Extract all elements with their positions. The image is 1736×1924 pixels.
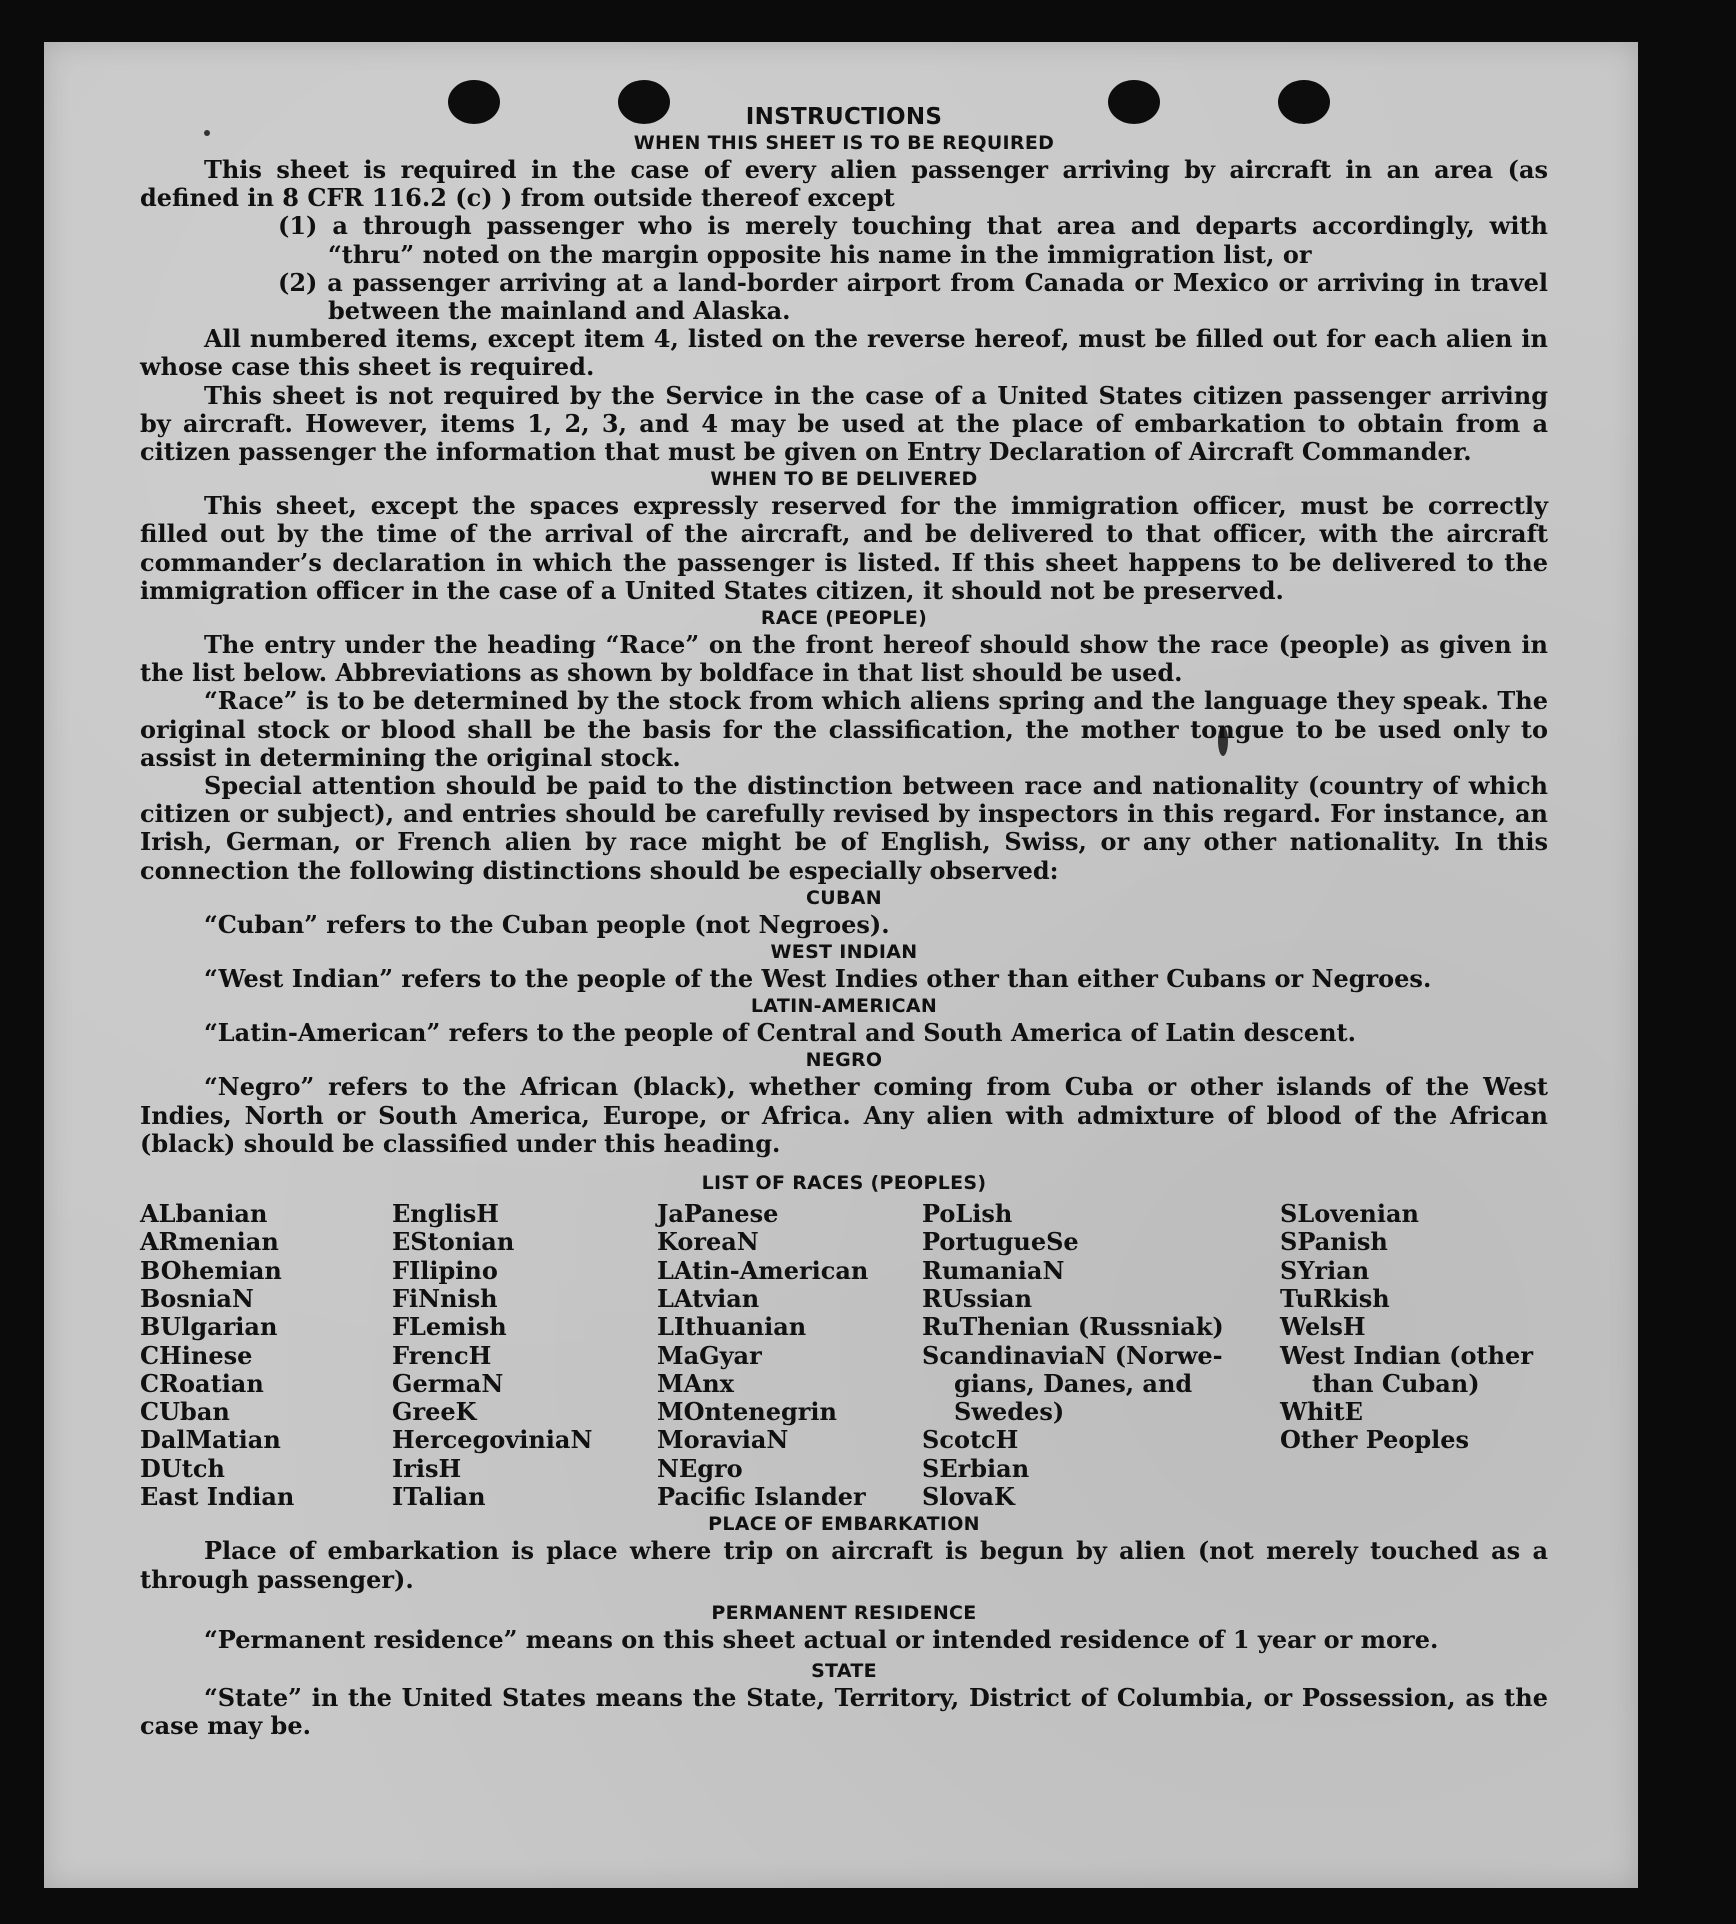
race-column-3 (657, 1200, 922, 1511)
race-item: CRoatian (140, 1368, 264, 1398)
race-item: ScandinaviaN (Norwe- (922, 1340, 1223, 1370)
race-item: PortugueSe (922, 1227, 1079, 1257)
race-item: GermaN (392, 1368, 504, 1398)
paragraph-race-stock: “Race” is to be determined by the stock from which aliens spring and the language they speak. The original stock or blood shall be the basis for the classification, the mother tongue to be used only to assist in determining the original stock. (140, 686, 1548, 772)
race-item: East Indian (140, 1482, 295, 1512)
paragraph-race-entry: The entry under the heading “Race” on the front hereof should show the race (people) as given in the list below. Abbreviations as shown by boldface in that list should be used. (140, 630, 1548, 688)
race-column-5 (1280, 1200, 1548, 1511)
race-item: JaPanese (657, 1199, 779, 1229)
race-item: KoreaN (657, 1227, 759, 1257)
race-column-1 (140, 1200, 392, 1511)
section-heading-permanent-residence: PERMANENT RESIDENCE (711, 1601, 977, 1624)
section-heading-list-of-races: LIST OF RACES (PEOPLES) (701, 1172, 987, 1195)
race-item: FrencH (392, 1340, 492, 1370)
section-heading-negro: NEGRO (805, 1049, 883, 1072)
race-item: West Indian (other (1280, 1340, 1533, 1370)
race-item: WelsH (1280, 1312, 1366, 1342)
race-item: LAtin-American (657, 1255, 869, 1285)
race-item: Other Peoples (1280, 1425, 1470, 1455)
paragraph-delivered: This sheet, except the spaces expressly reserved for the immigration officer, must be correctly filled out by the time of the arrival of the aircraft, and be delivered to that officer, with the aircraft commander’s declaration in which the passenger is listed. If this sheet happens to be delivered to the immigration officer in the case of a United States citizen, it should not be preserved. (140, 491, 1548, 605)
race-item: EStonian (392, 1227, 515, 1257)
paragraph-numbered-items: All numbered items, except item 4, listed on the reverse hereof, must be filled out for each alien in whose case this sheet is required. (140, 324, 1548, 382)
paragraph-permanent-residence: “Permanent residence” means on this sheet actual or intended residence of 1 year or more. (204, 1624, 1439, 1654)
race-item-continuation: than Cuban) (1312, 1368, 1480, 1398)
paragraph-required: This sheet is required in the case of every alien passenger arriving by aircraft in an area (as defined in 8 CFR 116.2 (c) ) from outside thereof except (140, 155, 1548, 213)
race-item: EnglisH (392, 1199, 499, 1229)
race-item: HercegoviniaN (392, 1425, 593, 1455)
document-sheet (44, 42, 1638, 1888)
paragraph-cuban: “Cuban” refers to the Cuban people (not Negroes). (204, 909, 890, 939)
race-item: BOhemian (140, 1255, 282, 1285)
race-item: RuThenian (Russniak) (922, 1312, 1224, 1342)
paragraph-state: “State” in the United States means the State, Territory, District of Columbia, or Possession, as the case may be. (140, 1682, 1548, 1741)
page-title: INSTRUCTIONS (745, 104, 943, 130)
race-item: ITalian (392, 1482, 486, 1512)
race-item: SlovaK (922, 1482, 1015, 1512)
race-item-continuation: gians, Danes, and (954, 1368, 1193, 1398)
race-item: RUssian (922, 1283, 1033, 1313)
race-item: CUban (140, 1397, 230, 1427)
race-item: DalMatian (140, 1425, 281, 1455)
race-item: BosniaN (140, 1283, 254, 1313)
section-heading-required: WHEN THIS SHEET IS TO BE REQUIRED (633, 132, 1055, 154)
race-item: MaGyar (657, 1340, 762, 1370)
race-item: ScotcH (922, 1425, 1019, 1455)
race-item: FIlipino (392, 1255, 498, 1285)
race-list (140, 1200, 1548, 1511)
section-heading-west-indian: WEST INDIAN (770, 941, 918, 964)
race-item-continuation: Swedes) (954, 1397, 1065, 1427)
race-item: LIthuanian (657, 1312, 807, 1342)
race-item: NEgro (657, 1453, 743, 1483)
race-item: FLemish (392, 1312, 507, 1342)
race-item: PoLish (922, 1199, 1013, 1229)
race-item: SLovenian (1280, 1199, 1419, 1229)
list-item-land-border: (2) a passenger arriving at a land-border airport from Canada or Mexico or arriving in travel between the mainland and Alaska. (278, 267, 1548, 326)
race-item: Pacific Islander (657, 1482, 866, 1512)
race-item: CHinese (140, 1340, 253, 1370)
race-item: MAnx (657, 1368, 734, 1398)
race-item: TuRkish (1280, 1283, 1390, 1313)
paragraph-race-nationality: Special attention should be paid to the distinction between race and nationality (country of which citizen or subject), and entries should be carefully revised by inspectors in this regard. For instance, an Irish, German, or French alien by race might be of English, Swiss, or any other nationality. In this connection the following distinctions should be especially observed: (140, 771, 1548, 885)
race-item: MoraviaN (657, 1425, 789, 1455)
race-item: BUlgarian (140, 1312, 278, 1342)
paragraph-negro: “Negro” refers to the African (black), whether coming from Cuba or other islands of the West Indies, North or South America, Europe, or Africa. Any alien with admixture of blood of the African (black) should be classified under this heading. (140, 1072, 1548, 1158)
section-heading-state: STATE (811, 1659, 877, 1682)
race-item: DUtch (140, 1453, 225, 1483)
race-item: LAtvian (657, 1283, 760, 1313)
race-item: WhitE (1280, 1397, 1363, 1427)
paragraph-west-indian: “West Indian” refers to the people of the West Indies other than either Cubans or Negroes. (204, 964, 1432, 994)
race-item: ALbanian (140, 1199, 268, 1229)
section-heading-cuban: CUBAN (806, 886, 882, 909)
race-column-4 (922, 1200, 1280, 1511)
race-item: RumaniaN (922, 1255, 1065, 1285)
race-item: IrisH (392, 1453, 462, 1483)
paragraph-embarkation: Place of embarkation is place where trip on aircraft is begun by alien (not merely touched as a through passenger). (140, 1536, 1548, 1594)
list-item-through-passenger: (1) a through passenger who is merely touching that area and departs accordingly, with “thru” noted on the margin opposite his name in the immigration list, or (278, 211, 1548, 269)
paragraph-latin-american: “Latin-American” refers to the people of Central and South America of Latin descent. (204, 1018, 1356, 1048)
race-item: MOntenegrin (657, 1397, 837, 1427)
race-item: SErbian (922, 1453, 1030, 1483)
section-heading-delivered: WHEN TO BE DELIVERED (710, 468, 978, 491)
race-column-2 (392, 1200, 657, 1511)
race-item: SPanish (1280, 1227, 1388, 1257)
instructions-content (140, 104, 1548, 1740)
section-heading-embarkation: PLACE OF EMBARKATION (708, 1513, 980, 1536)
section-heading-latin-american: LATIN-AMERICAN (750, 995, 938, 1018)
race-item: ARmenian (140, 1227, 279, 1257)
paragraph-not-required: This sheet is not required by the Service in the case of a United States citizen passenger arriving by aircraft. However, items 1, 2, 3, and 4 may be used at the place of embarkation to obtain from a citizen passenger the information that must be given on Entry Declaration of Aircraft Commander. (140, 380, 1548, 467)
race-item: SYrian (1280, 1255, 1370, 1285)
race-item: GreeK (392, 1397, 477, 1427)
section-heading-race: RACE (PEOPLE) (760, 607, 928, 630)
race-item: FiNnish (392, 1283, 498, 1313)
